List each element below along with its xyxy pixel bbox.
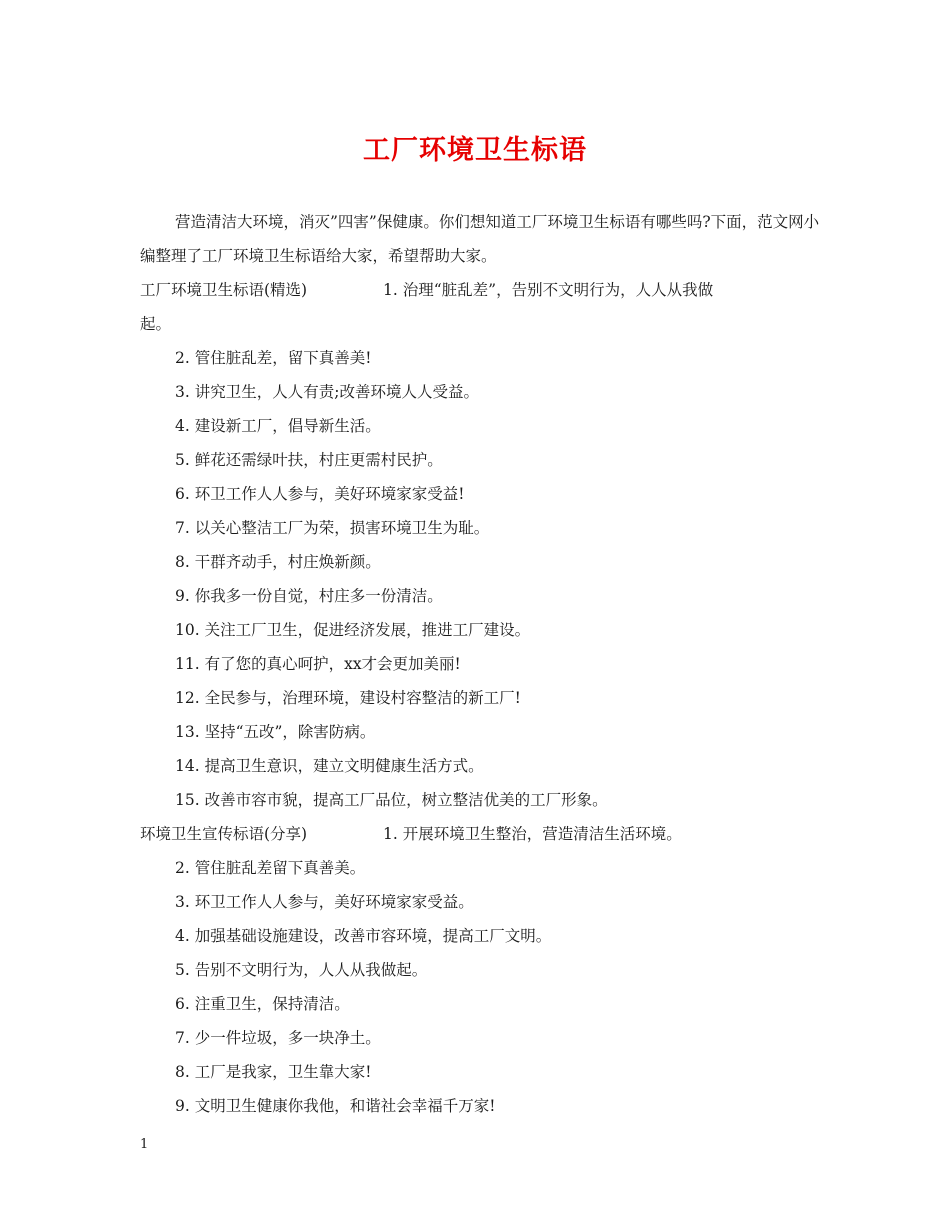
section2-label: 环境卫生宣传标语(分享) xyxy=(140,825,308,843)
section1-list-item: 7. 以关心整洁工厂为荣，损害环境卫生为耻。 xyxy=(175,519,490,537)
section1-item-1-continuation: 起。 xyxy=(140,315,172,333)
section1-list-item: 11. 有了您的真心呵护，xx才会更加美丽! xyxy=(175,655,461,673)
section1-label: 工厂环境卫生标语(精选) xyxy=(140,281,308,299)
section1-list-item: 10. 关注工厂卫生，促进经济发展，推进工厂建设。 xyxy=(175,621,531,639)
section1-list-item: 4. 建设新工厂，倡导新生活。 xyxy=(175,417,381,435)
section2-heading-line xyxy=(140,817,820,851)
section1-item-1: 1. 治理“脏乱差”，告别不文明行为，人人从我做 xyxy=(383,281,714,299)
section1-list-item: 13. 坚持“五改”，除害防病。 xyxy=(175,723,376,741)
section2-list-item: 9. 文明卫生健康你我他，和谐社会幸福千万家! xyxy=(175,1097,496,1115)
section2-list-item: 8. 工厂是我家，卫生靠大家! xyxy=(175,1063,372,1081)
section1-list-item: 6. 环卫工作人人参与，美好环境家家受益! xyxy=(175,485,465,503)
section1-list xyxy=(140,341,820,817)
section1-list-item: 14. 提高卫生意识，建立文明健康生活方式。 xyxy=(175,757,484,775)
section2-list-item: 2. 管住脏乱差留下真善美。 xyxy=(175,859,366,877)
section1-list-item: 12. 全民参与，治理环境，建设村容整洁的新工厂! xyxy=(175,689,521,707)
page-number: 1 xyxy=(140,1137,149,1152)
section2-list xyxy=(140,851,820,1123)
document-body xyxy=(140,205,820,1123)
section1-list-item: 8. 干群齐动手，村庄焕新颜。 xyxy=(175,553,381,571)
section1-list-item: 5. 鲜花还需绿叶扶，村庄更需村民护。 xyxy=(175,451,443,469)
section2-list-item: 5. 告别不文明行为，人人从我做起。 xyxy=(175,961,428,979)
section1-list-item: 3. 讲究卫生，人人有责;改善环境人人受益。 xyxy=(175,383,479,401)
section2-list-item: 3. 环卫工作人人参与，美好环境家家受益。 xyxy=(175,893,474,911)
intro-paragraph: 营造清洁大环境，消灭”四害”保健康。你们想知道工厂环境卫生标语有哪些吗?下面，范文网小编整理了工厂环境卫生标语给大家，希望帮助大家。 xyxy=(140,213,820,265)
section1-list-item: 2. 管住脏乱差，留下真善美! xyxy=(175,349,372,367)
section2-list-item: 6. 注重卫生，保持清洁。 xyxy=(175,995,350,1013)
section1-heading-line xyxy=(140,273,820,307)
document-title: 工厂环境卫生标语 xyxy=(363,135,587,166)
section2-item-1: 1. 开展环境卫生整治，营造清洁生活环境。 xyxy=(383,825,682,843)
section1-list-item: 9. 你我多一份自觉，村庄多一份清洁。 xyxy=(175,587,443,605)
section2-list-item: 4. 加强基础设施建设，改善市容环境，提高工厂文明。 xyxy=(175,927,552,945)
section2-list-item: 7. 少一件垃圾，多一块净土。 xyxy=(175,1029,381,1047)
section1-list-item: 15. 改善市容市貌，提高工厂品位，树立整洁优美的工厂形象。 xyxy=(175,791,608,809)
